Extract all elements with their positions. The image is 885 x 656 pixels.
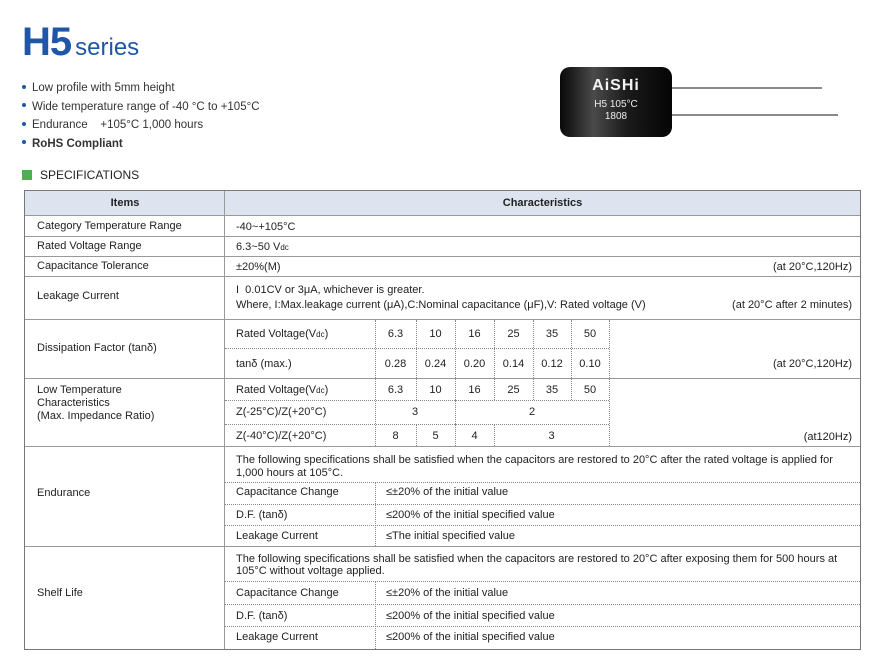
voltage-cell: 35 — [545, 328, 559, 340]
value-leakage-current-formula: I 0.01CV or 3μA, whichever is greater. — [236, 284, 425, 296]
label-z25: Z(-25°C)/Z(+20°C) — [236, 406, 327, 418]
row-divider — [25, 215, 860, 216]
capacitor-body — [560, 67, 672, 137]
z25-cell: 2 — [528, 406, 536, 418]
voltage-cell: 16 — [468, 328, 481, 340]
shelf-life-label: D.F. (tanδ) — [236, 610, 288, 622]
item-temperature-range: Category Temperature Range — [37, 220, 182, 232]
tan-delta-cell: 0.10 — [579, 358, 601, 370]
z40-cell: 3 — [548, 430, 555, 442]
endurance-value: ≤The initial specified value — [386, 530, 515, 542]
endurance-value: ≤±20% of the initial value — [386, 486, 509, 498]
feature-item: Wide temperature range of -40 °C to +105°C — [22, 98, 260, 117]
section-heading: SPECIFICATIONS — [22, 168, 139, 182]
endurance-value: ≤200% of the initial specified value — [386, 509, 555, 521]
voltage-cell: 50 — [583, 384, 597, 396]
tan-delta-cell: 0.24 — [424, 358, 447, 370]
label-rated-voltage: Rated Voltage(Vdc) — [236, 328, 329, 340]
dotted-divider — [225, 400, 609, 401]
item-endurance: Endurance — [37, 487, 91, 499]
feature-item: Low profile with 5mm height — [22, 79, 260, 98]
bullet-icon — [22, 140, 26, 144]
value-voltage-range: 6.3~50 Vdc — [236, 241, 289, 253]
voltage-cell: 6.3 — [387, 384, 404, 396]
dotted-divider — [375, 482, 376, 546]
specifications-table — [24, 190, 861, 650]
item-voltage-range: Rated Voltage Range — [37, 240, 142, 252]
capacitor-rating: H5 105°C — [594, 99, 638, 110]
dotted-divider — [225, 482, 860, 483]
voltage-cell: 10 — [429, 328, 442, 340]
endurance-label: Capacitance Change — [236, 486, 339, 498]
voltage-cell: 6.3 — [387, 328, 404, 340]
dotted-divider — [375, 581, 376, 649]
endurance-label: Leakage Current — [236, 530, 318, 542]
series-suffix: series — [75, 34, 140, 61]
z40-cell: 5 — [432, 430, 439, 442]
label-tan-delta: tanδ (max.) — [236, 358, 292, 370]
item-low-temperature: Low Temperature Characteristics (Max. Impedance Ratio) — [37, 384, 155, 422]
shelf-life-value: ≤200% of the initial specified value — [386, 610, 555, 622]
note-capacitance-tolerance: (at 20°C,120Hz) — [773, 261, 852, 273]
note-dissipation: (at 20°C,120Hz) — [773, 358, 852, 370]
item-dissipation-factor: Dissipation Factor (tanδ) — [37, 342, 157, 354]
voltage-cell: 10 — [429, 384, 442, 396]
tan-delta-cell: 0.28 — [384, 358, 407, 370]
header-items: Items — [110, 197, 140, 209]
feature-item: RoHS Compliant — [22, 135, 260, 154]
dotted-divider — [225, 581, 860, 582]
dotted-divider — [225, 604, 860, 605]
voltage-cell: 16 — [468, 384, 481, 396]
bullet-icon — [22, 122, 26, 126]
z40-cell: 4 — [471, 430, 478, 442]
z25-cell: 3 — [411, 406, 419, 418]
feature-item: Endurance +105°C 1,000 hours — [22, 116, 260, 135]
row-divider — [25, 446, 860, 447]
note-low-temperature: (at120Hz) — [803, 431, 852, 443]
shelf-life-intro: The following specifications shall be satisfied when the capacitors are restored to 20°C after exposing them for 500 hours at — [236, 553, 838, 565]
row-divider — [25, 276, 860, 277]
shelf-life-intro-cont: 105°C without voltage applied. — [236, 565, 385, 577]
row-divider — [25, 256, 860, 257]
capacitor-brand: AiSHi — [592, 77, 640, 94]
dotted-divider — [225, 424, 609, 425]
square-icon — [22, 170, 32, 180]
endurance-label: D.F. (tanδ) — [236, 509, 288, 521]
voltage-cell: 25 — [507, 328, 520, 340]
shelf-life-value: ≤200% of the initial specified value — [386, 631, 555, 643]
capacitor-code: 1808 — [604, 111, 628, 122]
label-z40: Z(-40°C)/Z(+20°C) — [236, 430, 327, 442]
dotted-divider — [609, 320, 610, 378]
value-temperature-range: -40~+105°C — [236, 221, 296, 233]
feature-list — [22, 79, 260, 153]
series-name: H5 — [22, 20, 72, 64]
endurance-intro-cont: 1,000 hours at 105°C. — [236, 467, 344, 479]
row-divider — [25, 319, 860, 320]
row-divider — [25, 236, 860, 237]
value-capacitance-tolerance: ±20%(M) — [236, 261, 281, 273]
header-characteristics: Characteristics — [502, 197, 583, 209]
dotted-divider — [225, 348, 609, 349]
dotted-divider — [225, 525, 860, 526]
note-leakage-current: (at 20°C after 2 minutes) — [732, 299, 852, 311]
row-divider — [25, 378, 860, 379]
value-leakage-current-where: Where, I:Max.leakage current (μA),C:Nominal capacitance (μF),V: Rated voltage (V) — [236, 299, 646, 311]
series-title — [22, 20, 139, 70]
z40-cell: 8 — [392, 430, 399, 442]
tan-delta-cell: 0.20 — [463, 358, 486, 370]
endurance-intro: The following specifications shall be satisfied when the capacitors are restored to 20°C after the rated voltage is applied for — [236, 454, 833, 466]
shelf-life-value: ≤±20% of the initial value — [386, 587, 509, 599]
tan-delta-cell: 0.12 — [541, 358, 563, 370]
item-shelf-life: Shelf Life — [37, 587, 83, 599]
dotted-divider — [609, 379, 610, 446]
voltage-cell: 25 — [507, 384, 520, 396]
capacitor-lead — [668, 87, 822, 89]
row-divider — [25, 546, 860, 547]
dotted-divider — [225, 626, 860, 627]
capacitor-image — [560, 67, 860, 137]
item-leakage-current: Leakage Current — [37, 290, 119, 302]
dotted-divider — [225, 504, 860, 505]
bullet-icon — [22, 85, 26, 89]
voltage-cell: 50 — [583, 328, 597, 340]
item-capacitance-tolerance: Capacitance Tolerance — [37, 260, 149, 272]
capacitor-lead — [668, 114, 838, 116]
tan-delta-cell: 0.14 — [502, 358, 525, 370]
shelf-life-label: Capacitance Change — [236, 587, 339, 599]
voltage-cell: 35 — [545, 384, 559, 396]
bullet-icon — [22, 103, 26, 107]
shelf-life-label: Leakage Current — [236, 631, 318, 643]
label-rated-voltage: Rated Voltage(Vdc) — [236, 384, 329, 396]
